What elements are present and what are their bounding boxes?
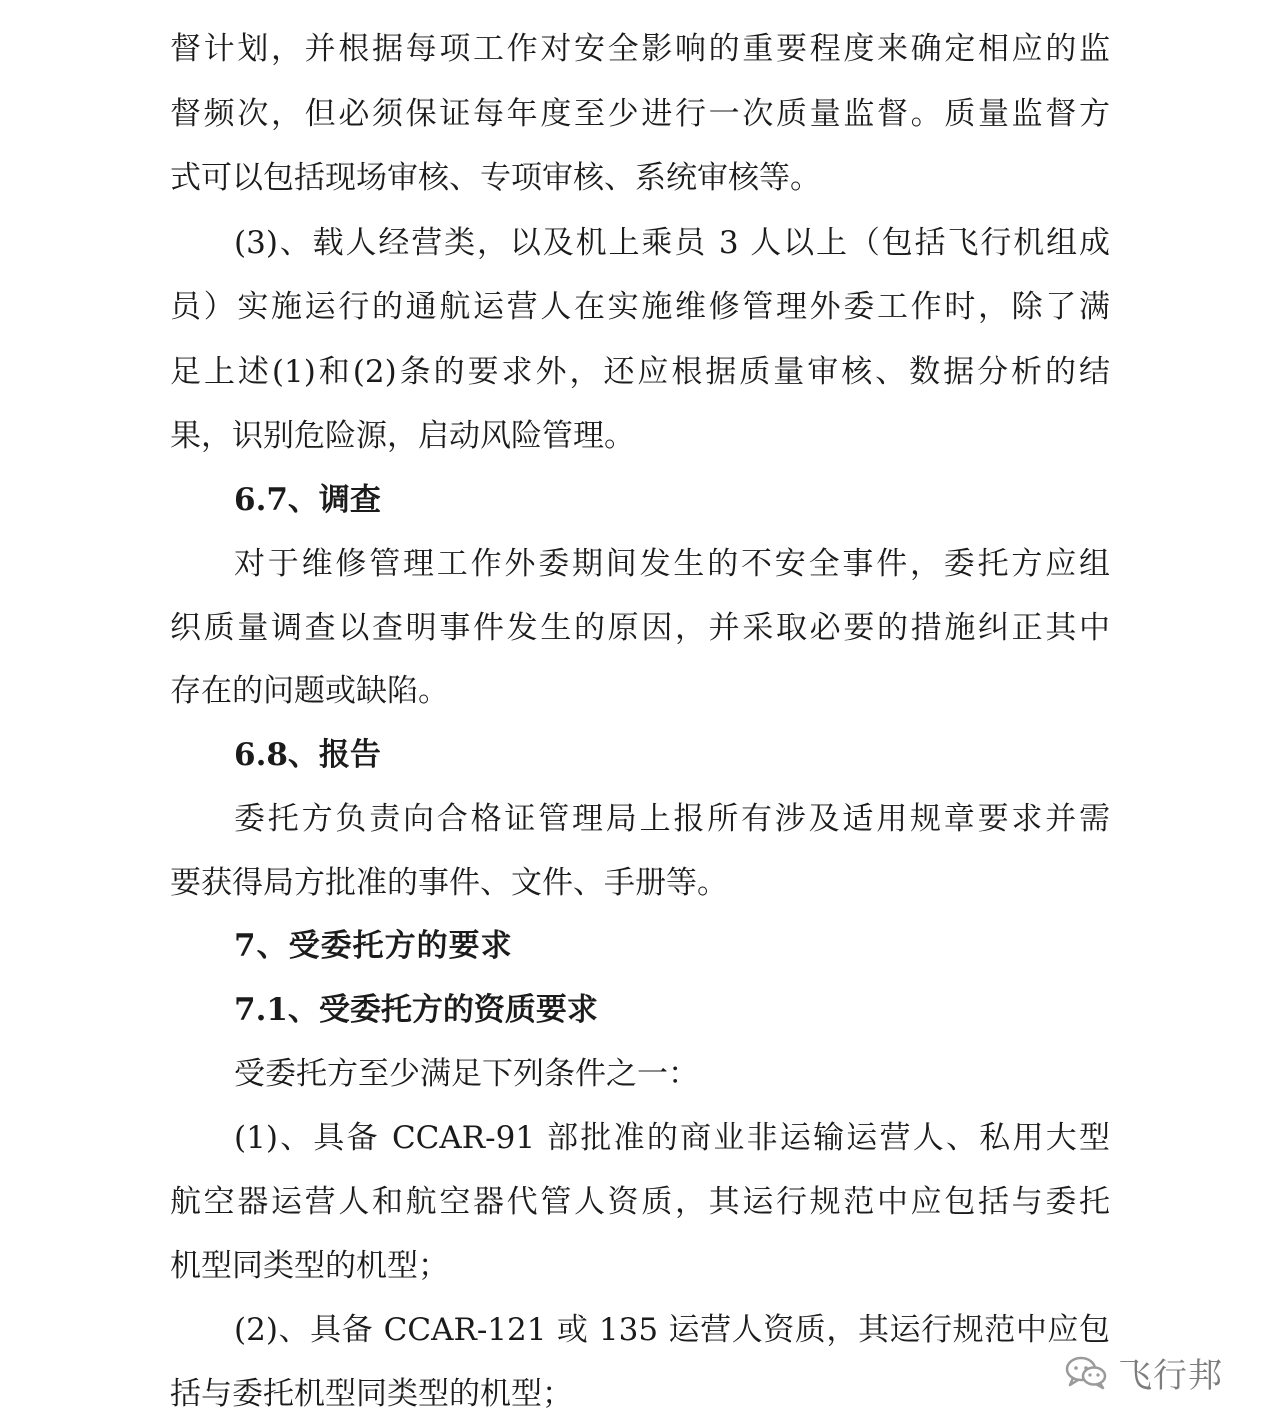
- paragraph-line: (3)、载人经营类，以及机上乘员 3 人以上（包括飞行机组成: [234, 225, 1110, 261]
- paragraph-line: 存在的问题或缺陷。: [170, 673, 449, 709]
- paragraph-line: 员）实施运行的通航运营人在实施维修管理外委工作时，除了满: [170, 289, 1110, 325]
- paragraph-line: (2)、具备 CCAR-121 或 135 运营人资质，其运行规范中应包: [234, 1312, 1110, 1348]
- paragraph-line: 受委托方至少满足下列条件之一：: [234, 1056, 699, 1092]
- paragraph-line: 委托方负责向合格证管理局上报所有涉及适用规章要求并需: [234, 801, 1110, 837]
- section-heading-7: 7、受委托方的要求: [234, 928, 513, 964]
- paragraph-line: 果，识别危险源，启动风险管理。: [170, 418, 635, 454]
- paragraph-line: 要获得局方批准的事件、文件、手册等。: [170, 865, 728, 901]
- paragraph-line: 括与委托机型同类型的机型；: [170, 1376, 573, 1412]
- paragraph-line: 足上述(1)和(2)条的要求外，还应根据质量审核、数据分析的结: [170, 354, 1110, 390]
- section-heading-6-8: 6.8、报告: [234, 737, 381, 773]
- paragraph-line: 机型同类型的机型；: [170, 1248, 449, 1284]
- paragraph-line: 航空器运营人和航空器代管人资质，其运行规范中应包括与委托: [170, 1184, 1110, 1220]
- wechat-icon: [1064, 1354, 1108, 1390]
- paragraph-line: 式可以包括现场审核、专项审核、系统审核等。: [170, 160, 821, 196]
- paragraph-line: 督频次，但必须保证每年度至少进行一次质量监督。质量监督方: [170, 96, 1110, 132]
- paragraph-line: (1)、具备 CCAR-91 部批准的商业非运输运营人、私用大型: [234, 1120, 1110, 1156]
- section-heading-6-7: 6.7、调查: [234, 482, 381, 518]
- watermark-text: 飞行邦: [1118, 1355, 1223, 1396]
- paragraph-line: 对于维修管理工作外委期间发生的不安全事件，委托方应组: [234, 546, 1110, 582]
- section-heading-7-1: 7.1、受委托方的资质要求: [234, 992, 598, 1028]
- wechat-watermark: [1064, 1350, 1223, 1394]
- paragraph-line: 织质量调查以查明事件发生的原因，并采取必要的措施纠正其中: [170, 610, 1110, 646]
- paragraph-line: 督计划，并根据每项工作对安全影响的重要程度来确定相应的监: [170, 31, 1110, 67]
